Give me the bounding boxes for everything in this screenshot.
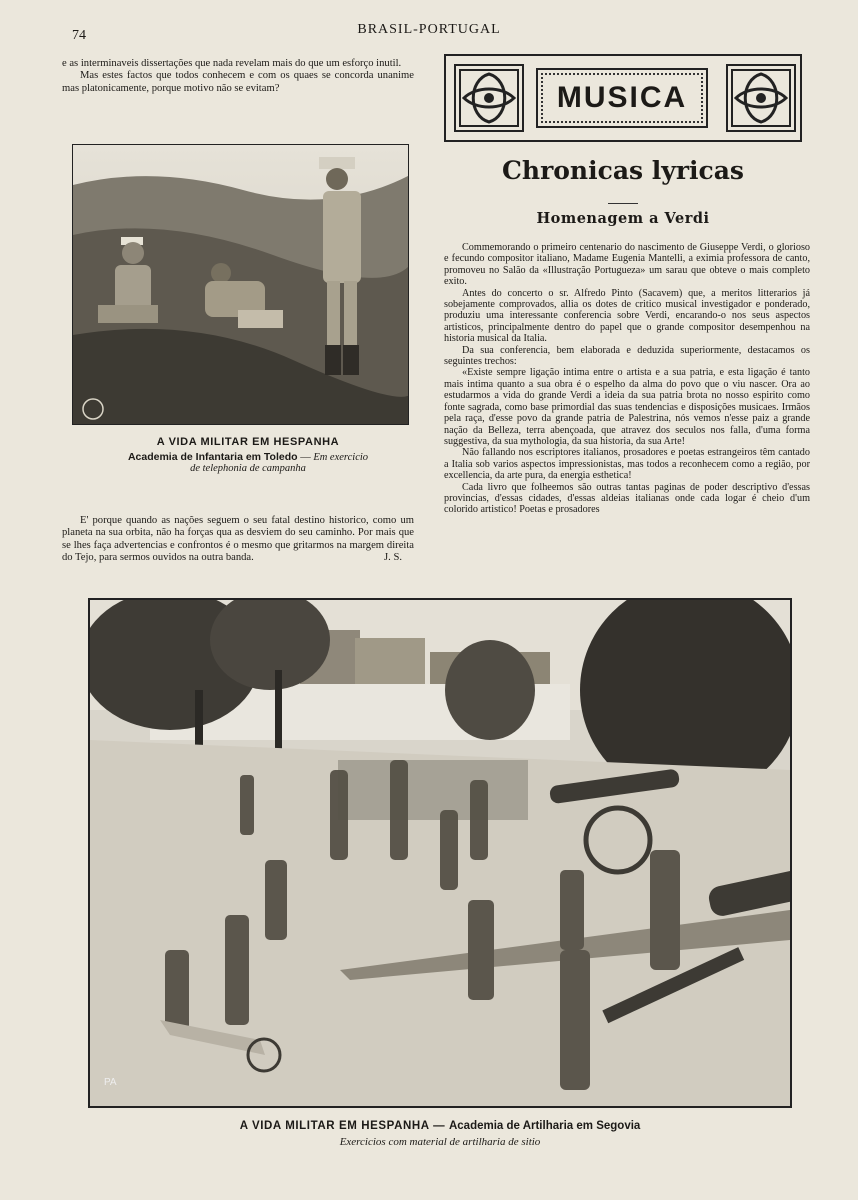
article-paragraph-1: Commemorando o primeiro centenario do nascimento de Giuseppe Verdi, o glorioso e fecundo compositor italiano, Madame Eugenia Mantelli, a eximia professora de canto, promoveu no Salão da «Illustração Portugueza» um sarau que obteve o mais completo exito. bbox=[444, 242, 810, 288]
photo-infantry-telephony bbox=[72, 144, 409, 425]
photo1-caption-dash: — bbox=[297, 452, 314, 463]
musica-title-box bbox=[536, 68, 708, 128]
bottom-caption-dash: — bbox=[429, 1120, 449, 1132]
bottom-photo-caption bbox=[88, 1116, 792, 1148]
left-ornament-icon bbox=[454, 64, 524, 132]
photo-artillery-segovia bbox=[88, 598, 792, 1108]
section-banner: MUSICA bbox=[556, 81, 688, 114]
intro-paragraph-1: e as interminaveis dissertações que nada revelam mais do que um esforço inutil. bbox=[62, 58, 402, 69]
left-intro bbox=[62, 58, 414, 95]
article-paragraph-4: «Existe sempre ligação intima entre o artista e a sua patria, e esta ligação é tanto mais intima quanto a sua obra é o espelho da alma do povo que o viu nascer. Ora ao estudarmos a vida do grande Verdi a ideia da sua patria brota no nosso espirito como fonte sagrada, como base primordial das suas tendencias e disposições musicaes. Irmãos pela raça, d'esse povo da grande patria de Palestrina, nós vemos n'esse paiz a grande nação da Belleza, terra abençoada, que atravez dos seculos nos falla, d'uma forma suggestiva, da sua mythologia, da sua historia, da sua Arte! bbox=[444, 367, 810, 447]
article-paragraph-5: Não fallando nos escriptores italianos, prosadores e poetas estrangeiros têm cantado a Italia sob varios aspectos impressionistas, mas todos a reconhecem como a região, por excellencia, da arte pura, da energia esthetica! bbox=[444, 447, 810, 482]
intro-paragraph-2: Mas estes factos que todos conhecem e com os quaes se concorda unanime mas platonicamente, porque motivo não se evitam? bbox=[62, 70, 414, 94]
article-paragraph-2: Antes do concerto o sr. Alfredo Pinto (Sacavem) que, a meritos litterarios já sobejamente comprovados, allia os dotes de critico musical investigador e ponderado, produziu uma interessante conferencia sobre Verdi, encarando-o nos seus aspectos artisticos, principalmente dentro do papel que o grande compositor desempenhou na historia musical da Italia. bbox=[444, 287, 810, 345]
bottom-caption-heading: A VIDA MILITAR EM HESPANHA bbox=[239, 1120, 430, 1132]
photo1-caption-italic-line2: de telephonia de campanha bbox=[190, 463, 306, 474]
photographer-mark-icon: PA bbox=[104, 1077, 117, 1088]
article-paragraph-3: Da sua conferencia, bem elaborada e deduzida superiormente, destacamos os seguintes trechos: bbox=[444, 344, 810, 368]
photo1-caption bbox=[62, 436, 434, 474]
closing-paragraph: E' porque quando as nações seguem o seu fatal destino historico, como um planeta na sua orbita, não ha forças qua as desviem do seu caminho. Por mais que se lhes faça advertencias e confrontos é o mesmo que gritarmos na margem direita do Tejo, para sermos ouvidos na outra banda. bbox=[62, 515, 414, 563]
article-subtitle: Homenagem a Verdi bbox=[536, 210, 710, 227]
photo1-caption-subtitle: Academia de Infantaria em Toledo bbox=[127, 451, 298, 463]
musica-banner bbox=[444, 54, 802, 142]
article-paragraph-6: Cada livro que folheemos são outras tantas paginas de poder descriptivo d'essas provincias, d'essas cidades, d'essas aldeias italianas onde cada logar é cheio d'um colorido artistico! Poetas e prosadores bbox=[444, 481, 810, 516]
article-title: Chronicas lyricas bbox=[502, 156, 744, 185]
left-closing bbox=[62, 515, 414, 563]
bottom-caption-italic: Exercicios com material de artilharia de sitio bbox=[339, 1136, 541, 1148]
title-divider bbox=[608, 203, 638, 204]
page-number: 74 bbox=[72, 28, 86, 43]
right-article-body bbox=[444, 242, 810, 516]
right-ornament-icon bbox=[726, 64, 796, 132]
photo1-caption-italic: Em exercicio bbox=[313, 452, 369, 463]
signature: J. S. bbox=[384, 552, 402, 564]
running-title: BRASIL-PORTUGAL bbox=[357, 22, 501, 37]
photo1-caption-heading: A VIDA MILITAR EM HESPANHA bbox=[156, 436, 340, 448]
bottom-caption-subtitle: Academia de Artilharia em Segovia bbox=[448, 1120, 641, 1132]
